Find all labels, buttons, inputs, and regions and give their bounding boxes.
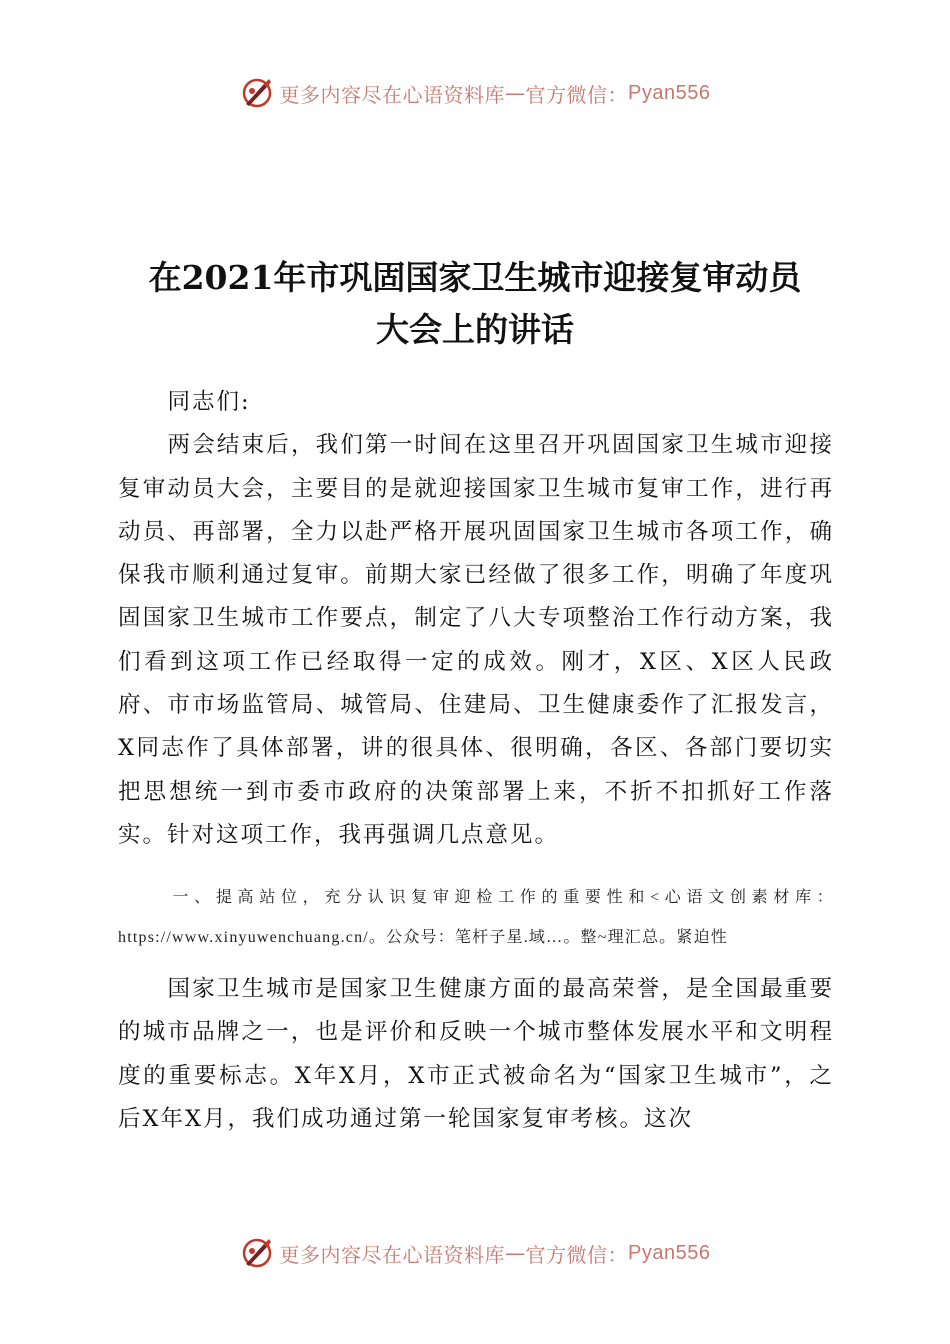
section-1-heading <box>118 878 834 958</box>
banner-separator: — <box>505 81 526 105</box>
banner-text: 更多内容尽在心语资料库 <box>279 82 506 107</box>
title-line-1: 在2021年市巩固国家卫生城市迎接复审动员 <box>148 258 802 297</box>
paragraph-2: 国家卫生城市是国家卫生健康方面的最高荣誉，是全国最重要的城市品牌之一，也是评价和反映一个城市整体发展水平和文明程度的重要标志。X年X月，X市正式被命名为“国家卫生城市”，之后X年X月，我们成功通过第一轮国家复审考核。这次 <box>118 976 834 1132</box>
section-1-heading-text: 一、提高站位，充分认识复审迎检工作的重要性和<心语文创素材库：https://www.xinyuwenchuang.cn/。公众号：笔杆子星.域…。整~理汇总。紧迫性 <box>118 889 834 946</box>
banner-separator: — <box>505 1241 526 1265</box>
title-line-2: 大会上的讲话 <box>376 310 574 349</box>
banner-wechat-id: Pyan556 <box>628 1241 711 1264</box>
banner-wechat-id: Pyan556 <box>628 81 711 104</box>
section-1-body <box>118 968 834 1141</box>
salutation: 同志们: <box>167 389 251 415</box>
footer-watermark-banner <box>0 1233 950 1273</box>
paragraph-1: 两会结束后，我们第一时间在这里召开巩固国家卫生城市迎接复审动员大会，主要目的是就迎接国家卫生城市复审工作，进行再动员、再部署，全力以赴严格开展巩固国家卫生城市各项工作，确保我市顺利通过复审。前期大家已经做了很多工作，明确了年度巩固国家卫生城市工作要点，制定了八大专项整治工作行动方案，我们看到这项工作已经取得一定的成效。刚才，X区、X区人民政府、市市场监管局、城管局、住建局、卫生健康委作了汇报发言，X同志作了具体部署，讲的很具体、很明确，各区、各部门要切实把思想统一到市委市政府的决策部署上来，不折不扣抓好工作落实。针对这项工作，我再强调几点意见。 <box>118 432 834 848</box>
banner-official-label: 官方微信： <box>525 82 629 107</box>
banner-text: 更多内容尽在心语资料库 <box>279 1242 506 1267</box>
banner-official-label: 官方微信： <box>525 1242 629 1267</box>
pen-logo-icon <box>240 1236 274 1270</box>
pen-logo-icon <box>240 76 274 110</box>
document-title <box>100 252 850 356</box>
header-watermark-banner <box>0 73 950 113</box>
intro-section <box>118 381 834 857</box>
